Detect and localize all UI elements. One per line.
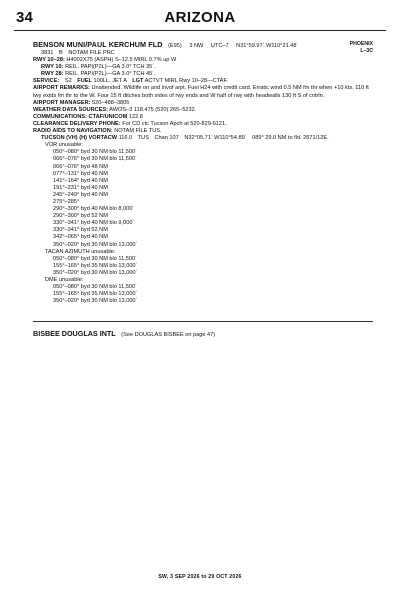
lighting-label: LGT — [132, 78, 144, 85]
restriction-item: 275°–285° — [53, 198, 80, 205]
radio-aids-label: RADIO AIDS TO NAVIGATION: — [33, 128, 113, 135]
runway-10-text: REIL. PAPI(P2L)—GA 3.0° TCH 35´. — [65, 64, 156, 71]
remarks-label: AIRPORT REMARKS: — [33, 85, 90, 92]
service-s: S2 — [64, 78, 72, 85]
chart-reference — [350, 41, 373, 55]
runway-28-label: RWY 28: — [41, 71, 64, 78]
navaid-frequency: 116.0 — [118, 135, 133, 142]
runway-28-text: REIL. PAPI(P2L)—GA 3.0° TCH 45´. — [65, 71, 156, 78]
radio-aids-text: NOTAM FILE TUS. — [114, 128, 162, 135]
vor-restriction-list — [33, 149, 373, 248]
runway-28-line — [33, 71, 373, 78]
service-line — [33, 78, 373, 85]
airport-meta — [168, 43, 304, 49]
fuel-class: B — [59, 50, 63, 56]
entry-divider — [33, 321, 373, 322]
restriction-item: 066°–076° byd 30 NM blo 11,500´ — [53, 156, 137, 163]
weather-line — [33, 107, 373, 114]
vor-unusable-label: VOR unusable: — [45, 142, 83, 149]
navaid-line — [33, 135, 373, 142]
navaid-channel: Chan 107 — [154, 135, 179, 142]
tacan-unusable-label: TACAN AZIMUTH unusable: — [45, 248, 116, 255]
airport-name: BENSON MUNI/PAUL KERCHUM FLD — [33, 40, 163, 49]
restriction-item: 342°–065° byd 40 NM — [53, 234, 108, 241]
restriction-item: 155°–165° byd 35 NM blo 13,000´ — [53, 262, 138, 269]
restriction-item: 050°–080° byd 30 NM blo 11,500´ — [53, 149, 137, 156]
elevation-line — [33, 50, 373, 57]
restriction-item: 077°–131° byd 40 NM — [53, 170, 108, 177]
restriction-item: 290°–300° byd 52 NM — [53, 213, 108, 220]
clearance-line — [33, 121, 373, 128]
restriction-item: 330°–341° byd 52 NM — [53, 227, 108, 234]
restriction-item: 066°–076° byd 48 NM — [53, 163, 108, 170]
navaid-ident: TUS — [137, 135, 149, 142]
dme-unusable-label: DME unusable: — [45, 277, 84, 283]
runway-10-line — [33, 64, 373, 71]
chart-code: L–3C — [360, 48, 373, 54]
runway-line — [33, 57, 373, 64]
restriction-item: 050°–080° byd 30 NM blo 11,500´ — [53, 284, 137, 291]
restriction-item: 050°–080° byd 30 NM blo 11,500´ — [53, 255, 137, 262]
ctaf-frequency: 122.8 — [128, 113, 143, 120]
remarks-text: Unattended. Wildlife on and invof arpt. Fuel H24 with credit card. Erratic wind 0.5 NM fm thr when +10 kts. 110 ft twy extds fm thr to the W. Four 15 ft ditches both sides of rwy ends and W half of rwy with headwalls 130 ft S of cntrln. — [33, 85, 369, 99]
ctaf-label: CTAF/UNICOM — [88, 113, 128, 120]
service-label: SERVICE: — [33, 78, 60, 85]
header-rule — [14, 30, 386, 31]
tacan-restriction-list — [33, 256, 373, 277]
restriction-item: 155°–165° byd 35 NM blo 13,000´ — [53, 291, 138, 298]
runway-text: H4002X75 (ASPH) S–12.5 MIRL 0.7% up W — [66, 57, 177, 64]
restriction-item: 290°–300° byd 40 NM blo 8,000´ — [53, 206, 135, 213]
clearance-label: CLEARANCE DELIVERY PHONE: — [33, 120, 121, 127]
airport-coordinates: N31°59.97´ W110°21.48´ — [236, 43, 299, 49]
page-footer: SW, 3 SEP 2026 to 29 OCT 2026 — [158, 574, 242, 580]
radio-aids-line — [33, 128, 373, 135]
restriction-item: 141°–164° byd 40 NM — [53, 177, 108, 184]
dme-restriction-list — [33, 284, 373, 305]
page-number: 34 — [16, 9, 34, 26]
weather-label: WEATHER DATA SOURCES: — [33, 106, 108, 113]
airport-distance: 3 NW — [189, 43, 204, 49]
navaid-bearing: 089° 29.0 NM to fld. 2671/12E. — [252, 135, 329, 142]
remarks-block — [33, 85, 373, 99]
restriction-item: 191°–231° byd 40 NM — [53, 184, 108, 191]
manager-phone: 520–488–3805 — [92, 99, 130, 106]
navaid-coordinates: N32°05.71´ W110°54.89´ — [184, 135, 247, 142]
runway-label: RWY 10–28: — [33, 57, 65, 64]
restriction-item: 350°–020° byd 30 NM blo 13,000´ — [53, 298, 138, 305]
manager-label: AIRPORT MANAGER: — [33, 99, 91, 106]
restriction-item: 350°–020° byd 30 NM blo 13,000´ — [53, 269, 138, 276]
airport-entry — [33, 41, 373, 305]
manager-line — [33, 100, 373, 107]
navaid-name: TUCSON (VH) (H) VORTACW — [41, 135, 118, 142]
chart-region: PHOENIX — [349, 41, 373, 47]
fuel-label: FUEL — [77, 78, 92, 85]
communications-label: COMMUNICATIONS: — [33, 113, 87, 120]
lighting-text: ACTVT MIRL Rwy 10–28—CTAF. — [144, 78, 228, 85]
communications-line — [33, 114, 373, 121]
restriction-item: 330°–341° byd 40 NM blo 9,000´ — [53, 220, 135, 227]
clearance-text: For CD ctc Tucson Apch at 520-829-6121. — [122, 120, 227, 127]
bisbee-reference-note: (See DOUGLAS BISBEE on page 47) — [121, 332, 216, 338]
airport-ident: (E95) — [168, 43, 182, 49]
state-header: ARIZONA — [164, 9, 236, 26]
bisbee-entry — [33, 329, 215, 338]
restriction-item: 245°–249° byd 40 NM — [53, 191, 108, 198]
fuel-text: 100LL, JET A — [93, 78, 127, 85]
bisbee-airport-name: BISBEE DOUGLAS INTL — [33, 329, 116, 338]
elevation: 3831 — [41, 50, 54, 56]
weather-text: AWOS–3 118.475 (520) 265–5232. — [109, 106, 197, 113]
airport-utc: UTC–7 — [210, 43, 229, 49]
restriction-item: 350°–020° byd 30 NM blo 13,000´ — [53, 241, 138, 248]
runway-10-label: RWY 10: — [41, 64, 64, 71]
notam-file: NOTAM FILE PRC — [68, 50, 115, 56]
